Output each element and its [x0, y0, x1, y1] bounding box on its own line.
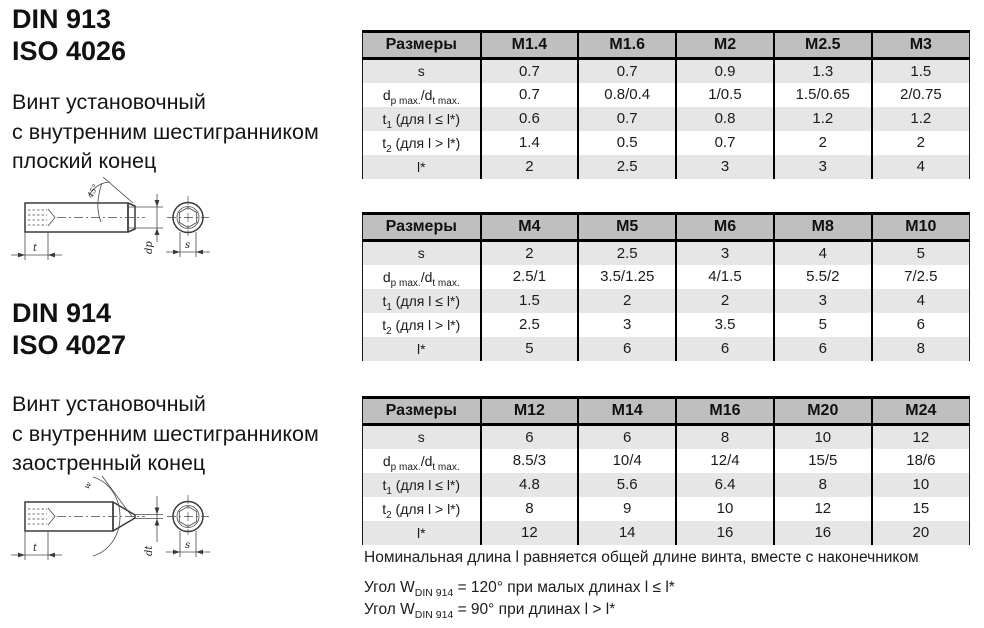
note-angle-90	[364, 601, 616, 622]
header-row	[363, 32, 970, 59]
label-text: (для l ≤ l*)	[391, 110, 461, 127]
cell-value: 1.5/0.65	[774, 83, 872, 107]
label-text: d	[382, 86, 391, 103]
note-nominal-length	[364, 549, 919, 567]
label-text: d	[382, 452, 391, 469]
table-row	[363, 83, 970, 107]
note-text: Угол W	[364, 579, 415, 596]
cell-value: 20	[872, 521, 970, 545]
table-row	[363, 425, 970, 449]
note-text: = 120° при малых длинах l ≤ l*	[453, 579, 675, 596]
tip-diameter-label: dt	[144, 545, 155, 556]
cell-value: 0.7	[578, 107, 676, 131]
label-text: (для l > l*)	[391, 500, 461, 517]
cell-value: 6	[872, 313, 970, 337]
cell-value: 3.5	[676, 313, 774, 337]
label-text: d	[382, 268, 391, 285]
dimension-table-m4-m10	[362, 212, 970, 361]
cell-value: 2	[774, 131, 872, 155]
sizes-header-cell: Размеры	[363, 32, 481, 59]
label-text: (для l ≤ l*)	[391, 292, 461, 309]
label-text: s	[417, 245, 425, 262]
label-text: t	[382, 292, 387, 309]
subscript-text: t max.	[432, 461, 460, 473]
cell-value: 7/2.5	[872, 265, 970, 289]
cell-value: 0.7	[481, 83, 579, 107]
table-row	[363, 289, 970, 313]
table-row	[363, 313, 970, 337]
label-text: /d	[420, 268, 433, 285]
cell-value: 2	[676, 289, 774, 313]
row-label	[363, 313, 481, 337]
label-text: t	[382, 134, 387, 151]
cell-value: 18/6	[872, 449, 970, 473]
subscript-text: 1	[386, 485, 392, 497]
subscript-text: t max.	[432, 277, 460, 289]
size-column-header: M20	[774, 398, 872, 425]
cell-value: 4.8	[481, 473, 579, 497]
note-text: Номинальная длина l равняется общей длине винта, вместе с наконечником	[364, 549, 919, 566]
note-text: Угол W	[364, 601, 415, 618]
description-din914	[12, 390, 319, 479]
cell-value: 2.5	[578, 241, 676, 265]
label-text: (для l ≤ l*)	[391, 476, 461, 493]
size-column-header: M5	[578, 214, 676, 241]
cell-value: 15	[872, 497, 970, 521]
label-text: s	[417, 63, 425, 80]
size-column-header: M6	[676, 214, 774, 241]
cell-value: 2	[872, 131, 970, 155]
cell-value: 2.5/1	[481, 265, 579, 289]
size-column-header: M2.5	[774, 32, 872, 59]
dimension-table-m1.4-m3	[362, 30, 970, 179]
cell-value: 12	[481, 521, 579, 545]
label-text: l*	[416, 158, 426, 175]
label-text: l*	[416, 340, 426, 357]
size-column-header: M14	[578, 398, 676, 425]
chamfer-angle-label: 45°	[85, 182, 101, 200]
row-label	[363, 497, 481, 521]
cell-value: 3	[578, 313, 676, 337]
cell-value: 6.4	[676, 473, 774, 497]
socket-depth-label: t	[33, 543, 38, 554]
description-din913	[12, 88, 319, 177]
table-row	[363, 131, 970, 155]
row-label	[363, 265, 481, 289]
cell-value: 15/5	[774, 449, 872, 473]
hex-size-label: s	[185, 540, 191, 551]
row-label	[363, 83, 481, 107]
table-row	[363, 473, 970, 497]
cell-value: 5.5/2	[774, 265, 872, 289]
cell-value: 4	[872, 289, 970, 313]
label-text: t	[382, 110, 387, 127]
row-label	[363, 473, 481, 497]
subscript-text: 2	[386, 325, 392, 337]
cell-value: 5	[872, 241, 970, 265]
table-row	[363, 265, 970, 289]
cell-value: 8	[774, 473, 872, 497]
row-label	[363, 425, 481, 449]
cell-value: 8	[481, 497, 579, 521]
cell-value: 4/1.5	[676, 265, 774, 289]
cell-value: 9	[578, 497, 676, 521]
table-row	[363, 241, 970, 265]
cell-value: 12/4	[676, 449, 774, 473]
subscript-text: p max.	[390, 461, 421, 473]
label-text: t	[382, 500, 387, 517]
cell-value: 1/0.5	[676, 83, 774, 107]
cell-value: 1.5	[481, 289, 579, 313]
row-label	[363, 107, 481, 131]
description-line: плоский конец	[12, 149, 157, 173]
cell-value: 5	[481, 337, 579, 361]
cell-value: 0.8	[676, 107, 774, 131]
cell-value: 2.5	[578, 155, 676, 179]
label-text: /d	[420, 86, 433, 103]
row-label	[363, 241, 481, 265]
table-row	[363, 155, 970, 179]
cell-value: 3	[774, 289, 872, 313]
cell-value: 0.7	[578, 59, 676, 83]
subscript-text: p max.	[390, 277, 421, 289]
standard-title-din914	[12, 298, 126, 361]
cell-value: 14	[578, 521, 676, 545]
cell-value: 8	[676, 425, 774, 449]
description-line: Винт установочный	[12, 90, 206, 114]
dimension-table	[362, 396, 970, 545]
cell-value: 1.3	[774, 59, 872, 83]
cell-value: 2.5	[481, 313, 579, 337]
row-label	[363, 289, 481, 313]
cell-value: 6	[578, 425, 676, 449]
description-line: с внутренним шестигранником	[12, 119, 319, 144]
dimension-table-m12-m24	[362, 396, 970, 545]
cell-value: 0.9	[676, 59, 774, 83]
sizes-header-cell: Размеры	[363, 398, 481, 425]
cell-value: 3	[774, 155, 872, 179]
cell-value: 12	[774, 497, 872, 521]
size-column-header: M16	[676, 398, 774, 425]
cell-value: 10	[872, 473, 970, 497]
label-text: t	[382, 316, 387, 333]
subscript-text: DIN 914	[414, 609, 454, 622]
row-label	[363, 131, 481, 155]
note-text: = 90° при длинах l > l*	[453, 601, 616, 618]
cell-value: 12	[872, 425, 970, 449]
subscript-text: 1	[386, 301, 392, 313]
label-text: /d	[420, 452, 433, 469]
description-line: с внутренним шестигранником	[12, 421, 319, 446]
title-line: DIN 914	[12, 298, 112, 328]
size-column-header: M8	[774, 214, 872, 241]
label-text: (для l > l*)	[391, 316, 461, 333]
description-line: заостренный конец	[12, 451, 206, 475]
subscript-text: p max.	[390, 95, 421, 107]
cell-value: 2	[481, 241, 579, 265]
dimension-table	[362, 212, 970, 361]
cell-value: 6	[676, 337, 774, 361]
table-row	[363, 521, 970, 545]
cell-value: 6	[481, 425, 579, 449]
label-text: (для l > l*)	[391, 134, 461, 151]
cell-value: 10/4	[578, 449, 676, 473]
size-column-header: M12	[481, 398, 579, 425]
cell-value: 1.5	[872, 59, 970, 83]
label-text: t	[382, 476, 387, 493]
subscript-text: 2	[386, 143, 392, 155]
hex-size-label: s	[185, 240, 191, 251]
size-column-header: M3	[872, 32, 970, 59]
cell-value: 0.5	[578, 131, 676, 155]
cell-value: 2	[578, 289, 676, 313]
cell-value: 4	[872, 155, 970, 179]
socket-depth-label: t	[33, 243, 38, 254]
standard-title-din913	[12, 4, 126, 67]
description-line: Винт установочный	[12, 392, 206, 416]
dimension-table	[362, 30, 970, 179]
title-line: ISO 4027	[12, 329, 127, 360]
size-column-header: M4	[481, 214, 579, 241]
cell-value: 1.2	[872, 107, 970, 131]
cell-value: 8	[872, 337, 970, 361]
cell-value: 4	[774, 241, 872, 265]
cell-value: 3	[676, 155, 774, 179]
din913-flat-point-drawing	[5, 170, 241, 268]
table-row	[363, 449, 970, 473]
size-column-header: M2	[676, 32, 774, 59]
size-column-header: M10	[872, 214, 970, 241]
flat-diameter-label: dp	[144, 241, 155, 254]
subscript-text: DIN 914	[414, 587, 454, 600]
cell-value: 0.6	[481, 107, 579, 131]
row-label	[363, 521, 481, 545]
label-text: s	[417, 429, 425, 446]
cell-value: 6	[774, 337, 872, 361]
subscript-text: 2	[386, 509, 392, 521]
table-row	[363, 337, 970, 361]
table-row	[363, 107, 970, 131]
size-column-header: M1.6	[578, 32, 676, 59]
cell-value: 5	[774, 313, 872, 337]
title-line: ISO 4026	[12, 35, 127, 66]
row-label	[363, 155, 481, 179]
cell-value: 3.5/1.25	[578, 265, 676, 289]
cell-value: 0.7	[676, 131, 774, 155]
row-label	[363, 337, 481, 361]
header-row	[363, 398, 970, 425]
note-angle-120	[364, 579, 675, 600]
row-label	[363, 59, 481, 83]
cell-value: 16	[774, 521, 872, 545]
cell-value: 1.4	[481, 131, 579, 155]
din914-cone-point-drawing	[5, 472, 241, 570]
cell-value: 16	[676, 521, 774, 545]
title-line: DIN 913	[12, 4, 112, 34]
size-column-header: M1.4	[481, 32, 579, 59]
cone-angle-label: w	[82, 480, 94, 491]
size-column-header: M24	[872, 398, 970, 425]
cell-value: 5.6	[578, 473, 676, 497]
table-row	[363, 59, 970, 83]
cell-value: 0.7	[481, 59, 579, 83]
cell-value: 2	[481, 155, 579, 179]
cell-value: 10	[774, 425, 872, 449]
cell-value: 6	[578, 337, 676, 361]
cell-value: 3	[676, 241, 774, 265]
table-row	[363, 497, 970, 521]
cell-value: 10	[676, 497, 774, 521]
cell-value: 0.8/0.4	[578, 83, 676, 107]
cell-value: 8.5/3	[481, 449, 579, 473]
label-text: l*	[416, 524, 426, 541]
cell-value: 2/0.75	[872, 83, 970, 107]
header-row	[363, 214, 970, 241]
row-label	[363, 449, 481, 473]
subscript-text: t max.	[432, 95, 460, 107]
cell-value: 1.2	[774, 107, 872, 131]
sizes-header-cell: Размеры	[363, 214, 481, 241]
subscript-text: 1	[386, 119, 392, 131]
